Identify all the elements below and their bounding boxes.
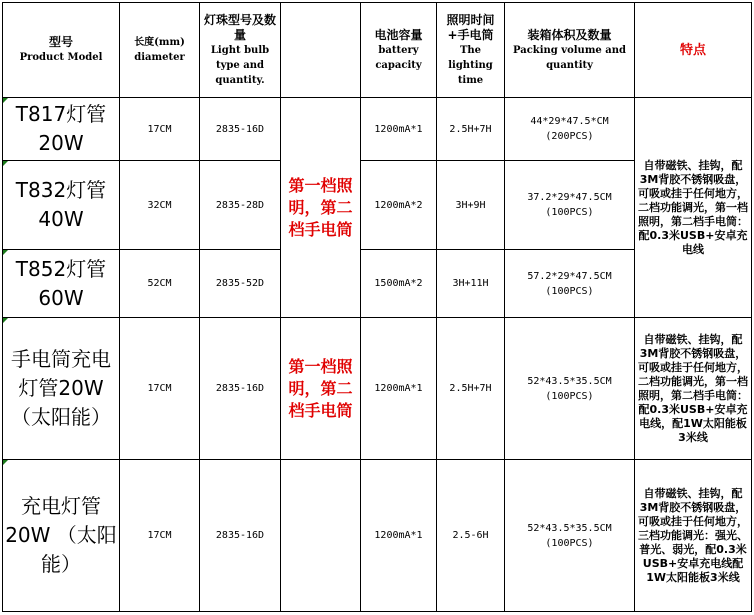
bulb-cell: 2835-16D — [200, 98, 281, 161]
table-row — [3, 460, 752, 612]
time-cell: 3H+9H — [437, 161, 505, 250]
table-row — [3, 98, 752, 161]
mode-cell: 第一档照明，第二档手电筒 — [281, 318, 361, 460]
feature-cell: 自带磁铁、挂钩，配3M背胶不锈钢吸盘，可吸或挂于任何地方，二档功能调光，第一档照明，第二档手电筒：配0.3米USB+安卓充电线，配1W太阳能板3米线 — [635, 318, 752, 460]
length-cell: 17CM — [120, 318, 200, 460]
packing-cell: 57.2*29*47.5CM (100PCS) — [505, 250, 635, 318]
packing-cell: 52*43.5*35.5CM (100PCS) — [505, 460, 635, 612]
header-model: 型号 Product Model — [3, 3, 120, 98]
bulb-cell: 2835-16D — [200, 460, 281, 612]
battery-cell: 1200mA*2 — [361, 161, 437, 250]
battery-cell: 1200mA*1 — [361, 98, 437, 161]
feature-cell: 自带磁铁、挂钩，配3M背胶不锈钢吸盘，可吸或挂于任何地方，三档功能调光：强光、普光、弱光，配0.3米USB+安卓充电线配1W太阳能板3米线 — [635, 460, 752, 612]
feature-cell: 自带磁铁、挂钩，配3M背胶不锈钢吸盘，可吸或挂于任何地方，二档功能调光，第一档照明，第二档手电筒：配0.3米USB+安卓充电线 — [635, 98, 752, 318]
model-cell: T832灯管40W — [3, 161, 120, 250]
packing-cell: 44*29*47.5*CM (200PCS) — [505, 98, 635, 161]
length-cell: 17CM — [120, 460, 200, 612]
time-cell: 2.5H+7H — [437, 98, 505, 161]
length-cell: 32CM — [120, 161, 200, 250]
time-cell: 3H+11H — [437, 250, 505, 318]
model-cell: 手电筒充电灯管20W（太阳能） — [3, 318, 120, 460]
model-cell: T852灯管60W — [3, 250, 120, 318]
header-length: 长度(mm) diameter — [120, 3, 200, 98]
packing-cell: 37.2*29*47.5CM (100PCS) — [505, 161, 635, 250]
model-cell: 充电灯管20W （太阳能） — [3, 460, 120, 612]
header-feature: 特点 — [635, 3, 752, 98]
header-battery: 电池容量 battery capacity — [361, 3, 437, 98]
battery-cell: 1200mA*1 — [361, 460, 437, 612]
header-packing: 装箱体积及数量 Packing volume and quantity — [505, 3, 635, 98]
time-cell: 2.5-6H — [437, 460, 505, 612]
packing-cell: 52*43.5*35.5CM (100PCS) — [505, 318, 635, 460]
table-row — [3, 318, 752, 460]
product-spec-table — [2, 2, 752, 612]
header-time: 照明时间+手电筒 The lighting time — [437, 3, 505, 98]
model-cell: T817灯管20W — [3, 98, 120, 161]
length-cell: 52CM — [120, 250, 200, 318]
header-blank — [281, 3, 361, 98]
bulb-cell: 2835-16D — [200, 318, 281, 460]
header-row — [3, 3, 752, 98]
mode-cell: 第一档照明，第二档手电筒 — [281, 98, 361, 318]
mode-cell-empty — [281, 460, 361, 612]
time-cell: 2.5H+7H — [437, 318, 505, 460]
header-bulb: 灯珠型号及数量 Light bulb type and quantity. — [200, 3, 281, 98]
battery-cell: 1200mA*1 — [361, 318, 437, 460]
bulb-cell: 2835-52D — [200, 250, 281, 318]
length-cell: 17CM — [120, 98, 200, 161]
bulb-cell: 2835-28D — [200, 161, 281, 250]
battery-cell: 1500mA*2 — [361, 250, 437, 318]
